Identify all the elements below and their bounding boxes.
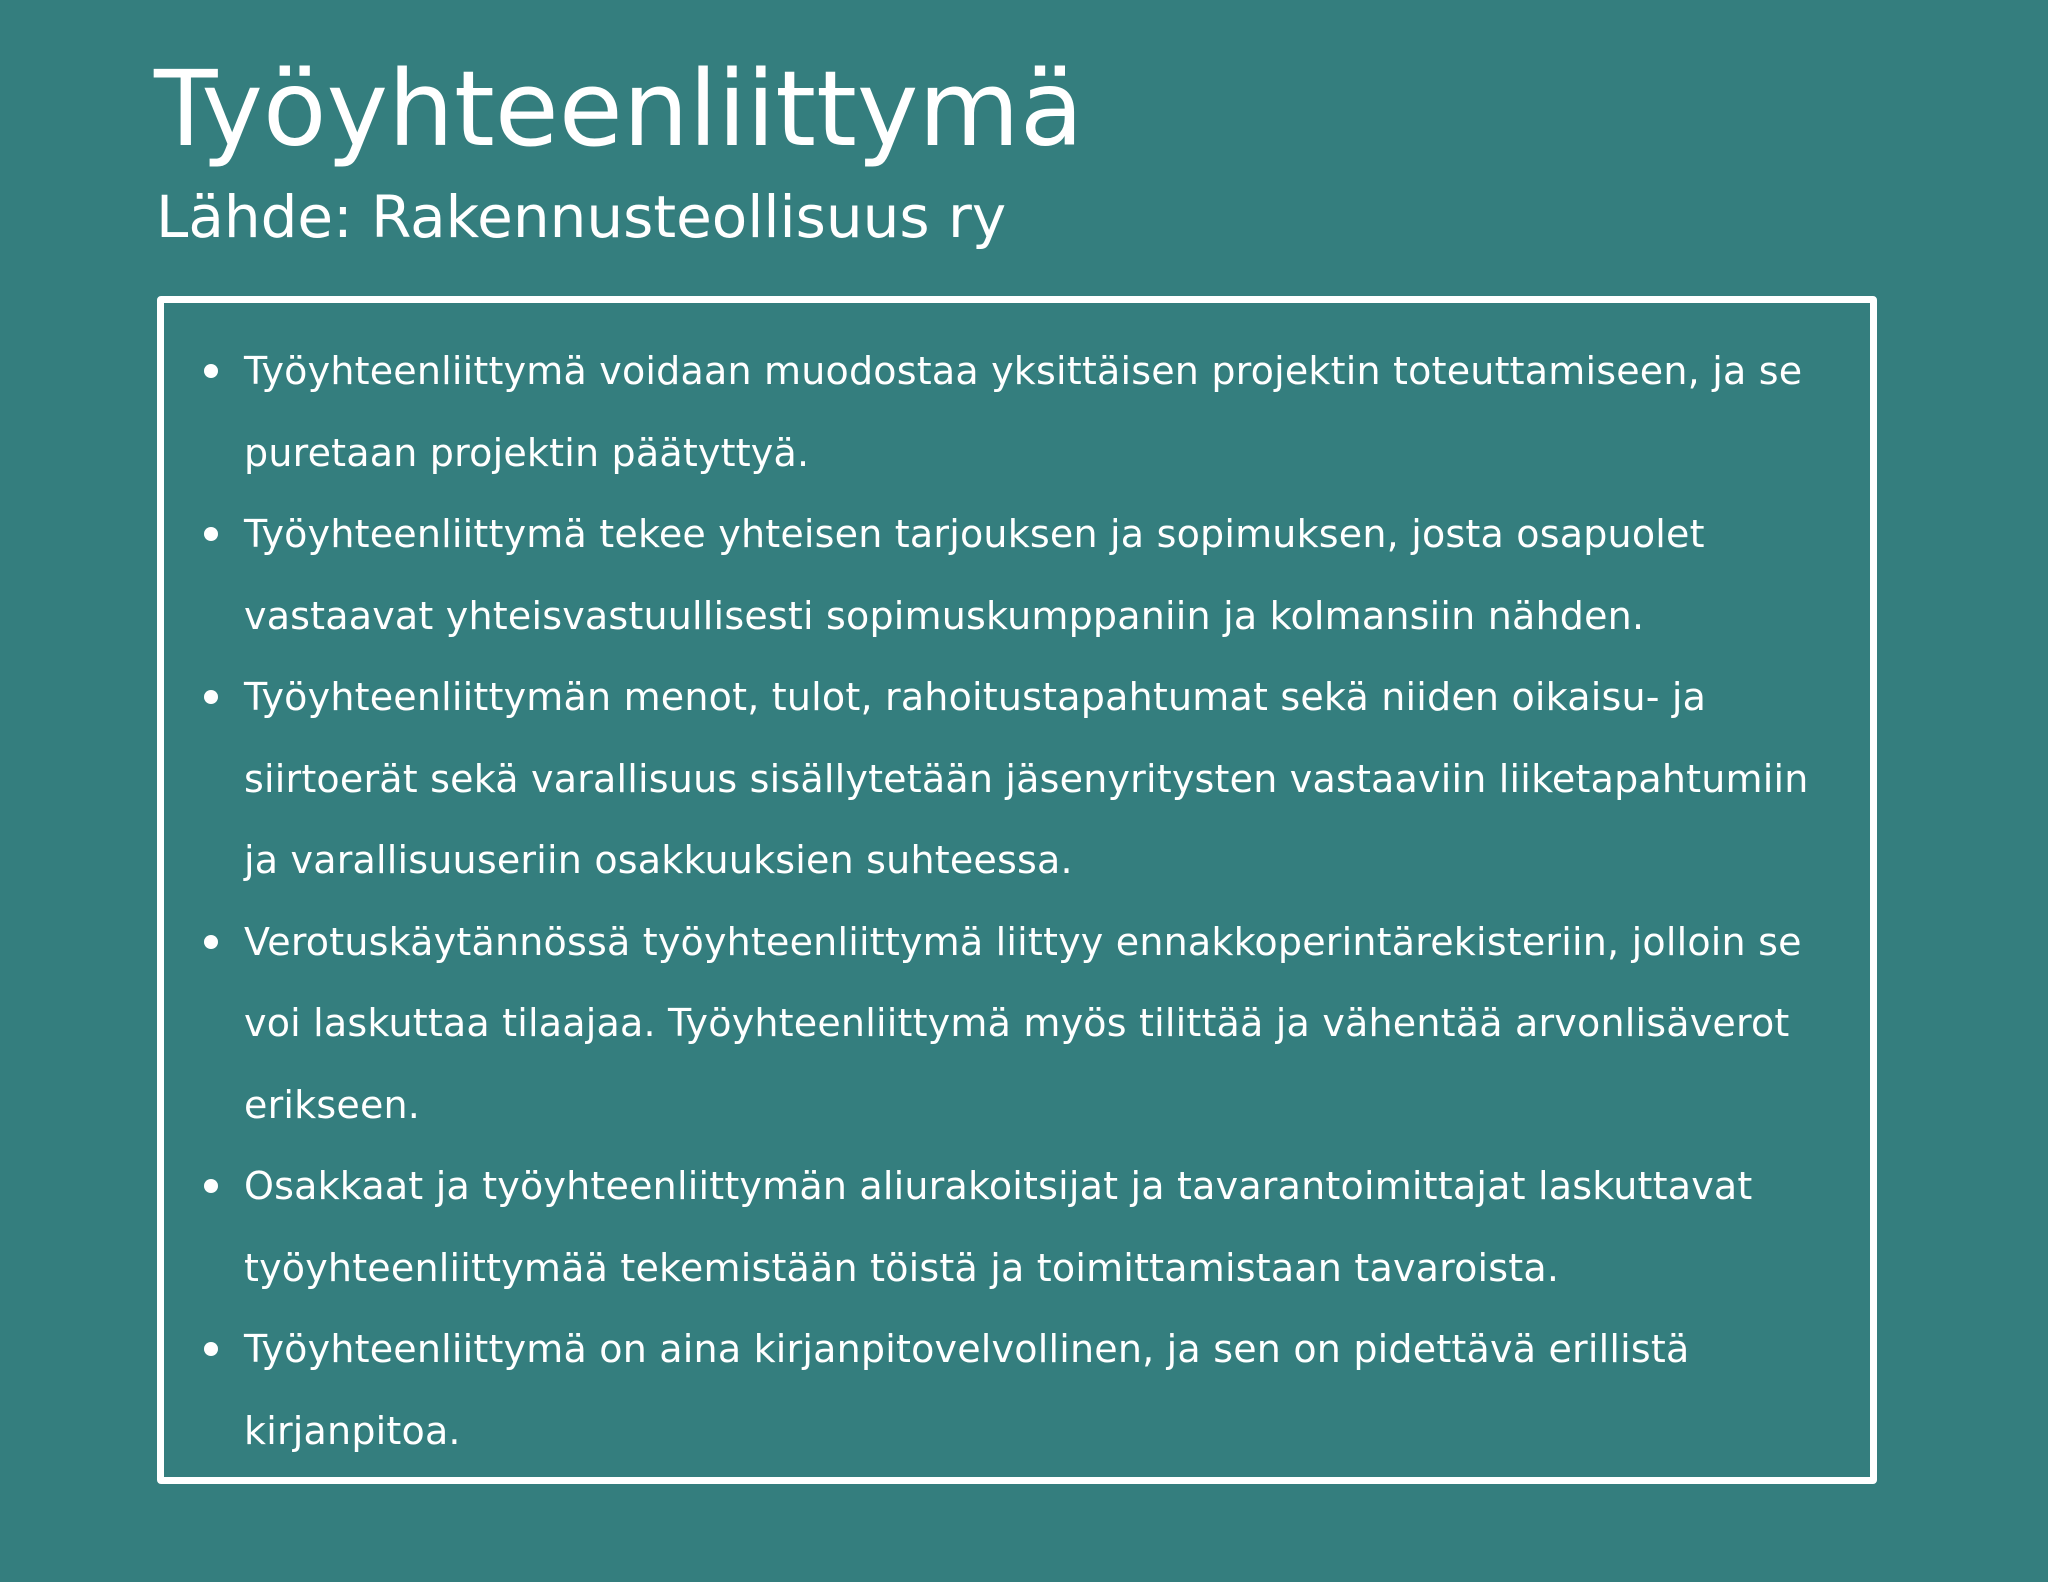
bullet-item xyxy=(200,902,1820,1147)
bullet-dot-icon xyxy=(204,935,218,949)
bullet-item xyxy=(200,657,1820,902)
bullet-dot-icon xyxy=(204,527,218,541)
bullet-dot-icon xyxy=(204,364,218,378)
bullet-text: Osakkaat ja työyhteenliittymän aliurakoitsijat ja tavarantoimittajat laskuttavat työyhteenliittymää tekemistään töistä ja toimittamistaan tavaroista. xyxy=(244,1164,1753,1290)
content-box xyxy=(157,296,1877,1484)
bullet-list xyxy=(200,331,1820,1472)
bullet-text: Työyhteenliittymä on aina kirjanpitovelvollinen, ja sen on pidettävä erillistä kirjanpitoa. xyxy=(244,1327,1690,1453)
page-title: Työyhteenliittymä xyxy=(154,48,1084,170)
bullet-text: Työyhteenliittymä tekee yhteisen tarjouksen ja sopimuksen, josta osapuolet vastaavat yhteisvastuullisesti sopimuskumppaniin ja kolmansiin nähden. xyxy=(244,512,1705,638)
bullet-item xyxy=(200,331,1820,494)
bullet-dot-icon xyxy=(204,1179,218,1193)
bullet-item xyxy=(200,1309,1820,1472)
bullet-dot-icon xyxy=(204,1342,218,1356)
page-subtitle: Lähde: Rakennusteollisuus ry xyxy=(156,183,1007,251)
bullet-text: Työyhteenliittymän menot, tulot, rahoitustapahtumat sekä niiden oikaisu- ja siirtoerät sekä varallisuus sisällytetään jäsenyritysten vastaaviin liiketapahtumiin ja varallisuuseriin osakkuuksien suhteessa. xyxy=(244,675,1809,882)
bullet-dot-icon xyxy=(204,690,218,704)
bullet-item xyxy=(200,494,1820,657)
bullet-text: Verotuskäytännössä työyhteenliittymä liittyy ennakkoperintärekisteriin, jolloin se voi laskuttaa tilaajaa. Työyhteenliittymä myös tilittää ja vähentää arvonlisäverot erikseen. xyxy=(244,919,1802,1127)
bullet-item xyxy=(200,1146,1820,1309)
bullet-text: Työyhteenliittymä voidaan muodostaa yksittäisen projektin toteuttamiseen, ja se puretaan projektin päätyttyä. xyxy=(244,349,1803,475)
